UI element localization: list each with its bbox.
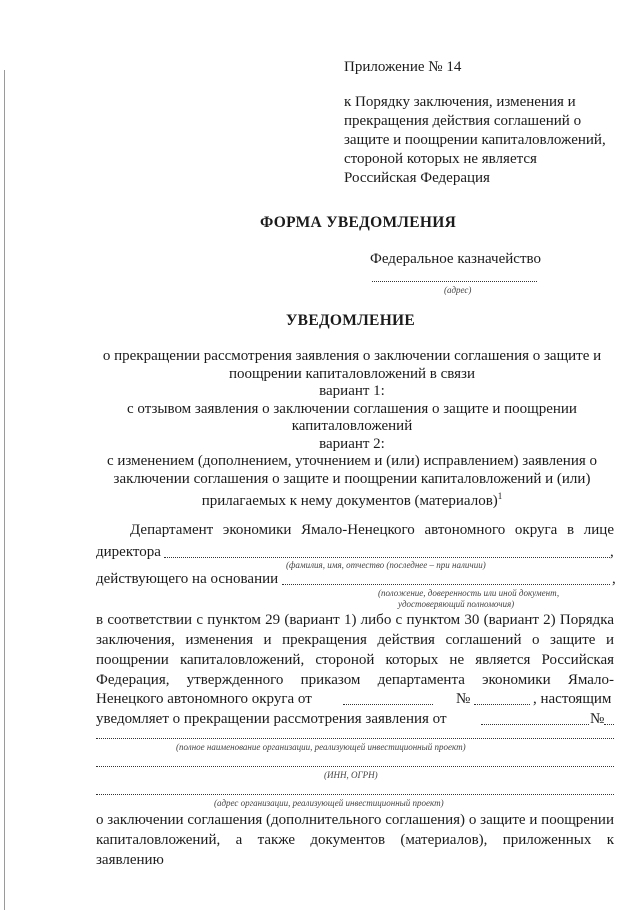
hint-org: (полное наименование организации, реализующей инвестиционный проект) bbox=[176, 742, 466, 752]
acting-label: действующего на основании bbox=[96, 571, 279, 587]
body-text: Федерация, утвержденного приказом департамента экономики Ямало- bbox=[96, 672, 614, 688]
subject-line: вариант 1: bbox=[319, 383, 385, 399]
director-field-line bbox=[164, 557, 610, 558]
from-label: Ненецкого автономного округа от bbox=[96, 691, 312, 707]
num2-label: № bbox=[590, 711, 605, 727]
notify-date-line bbox=[481, 724, 589, 725]
footnote-mark: 1 bbox=[497, 491, 503, 501]
appendix-caption bbox=[344, 93, 606, 188]
director-comma: , bbox=[610, 544, 614, 560]
inn-line bbox=[96, 766, 614, 767]
body-text: поощрении капиталовложений, стороной которых не является Российская bbox=[96, 652, 614, 668]
hint-addr: (адрес организации, реализующей инвестиционный проект) bbox=[214, 798, 444, 808]
from-number-line bbox=[474, 704, 530, 705]
subject-line: с отзывом заявления о заключении соглашения о защите и поощрении bbox=[127, 400, 577, 417]
hint-fio: (фамилия, имя, отчество (последнее – при наличии) bbox=[286, 560, 486, 570]
director-label: директора bbox=[96, 544, 161, 560]
body-text: капиталовложений, а также документов (материалов), приложенных к заявлению bbox=[96, 832, 614, 868]
subject-line-text: прилагаемых к нему документов (материалов) bbox=[201, 493, 498, 509]
body-text: Департамент экономики Ямало-Ненецкого автономного округа в лице bbox=[130, 522, 614, 538]
appendix-line: стороной которых не является bbox=[344, 151, 537, 167]
addressee-line bbox=[372, 281, 537, 282]
appendix-number: Приложение № 14 bbox=[344, 59, 462, 75]
body-justified bbox=[96, 610, 614, 690]
appendix-line: прекращения действия соглашений о bbox=[344, 113, 582, 129]
notice-subject bbox=[80, 348, 624, 511]
notify-number-line bbox=[604, 724, 614, 725]
subject-line: капиталовложений bbox=[291, 418, 413, 434]
notice-title: УВЕДОМЛЕНИЕ bbox=[286, 312, 416, 329]
acting-comma: , bbox=[612, 571, 616, 587]
subject-line: о прекращении рассмотрения заявления о заключении соглашения о защите и bbox=[102, 348, 602, 364]
subject-line-last bbox=[80, 488, 624, 511]
addressee-hint: (адрес) bbox=[444, 285, 472, 295]
scan-edge bbox=[4, 70, 5, 910]
hint-inn: (ИНН, ОГРН) bbox=[324, 770, 378, 780]
org-line bbox=[96, 738, 614, 739]
body-line-1 bbox=[96, 521, 614, 540]
from-date-line bbox=[343, 704, 433, 705]
addressee-name: Федеральное казначейство bbox=[370, 251, 541, 267]
hint-doc-1: (положение, доверенность или иной документ, bbox=[378, 588, 560, 598]
appendix-line: к Порядку заключения, изменения и bbox=[344, 94, 576, 110]
body-text: о заключении соглашения (дополнительного соглашения) о защите и поощрении bbox=[96, 812, 614, 828]
subject-line: вариант 2: bbox=[319, 435, 385, 452]
body-text: в соответствии с пунктом 29 (вариант 1) либо с пунктом 30 (вариант 2) Порядка bbox=[96, 612, 614, 628]
acting-field-line bbox=[282, 584, 610, 585]
appendix-line: защите и поощрении капиталовложений, bbox=[344, 132, 606, 148]
appendix-line: Российская Федерация bbox=[344, 170, 490, 186]
subject-line: поощрении капиталовложений в связи bbox=[228, 365, 476, 382]
addr-line bbox=[96, 794, 614, 795]
body-end bbox=[96, 810, 614, 870]
present-label: , настоящим bbox=[533, 691, 612, 707]
subject-line: с изменением (дополнением, уточнением и (или) исправлением) заявления о bbox=[106, 453, 598, 469]
subject-line: заключении соглашения о защите и поощрении капиталовложений и (или) bbox=[113, 470, 591, 487]
num-label: № bbox=[456, 691, 471, 707]
hint-doc-2: удостоверяющий полномочия) bbox=[398, 599, 515, 609]
body-text: заключения, изменения и прекращения действия соглашений о защите и bbox=[96, 632, 614, 648]
form-title: ФОРМА УВЕДОМЛЕНИЯ bbox=[260, 214, 457, 231]
notify-label: уведомляет о прекращении рассмотрения заявления от bbox=[96, 711, 447, 727]
